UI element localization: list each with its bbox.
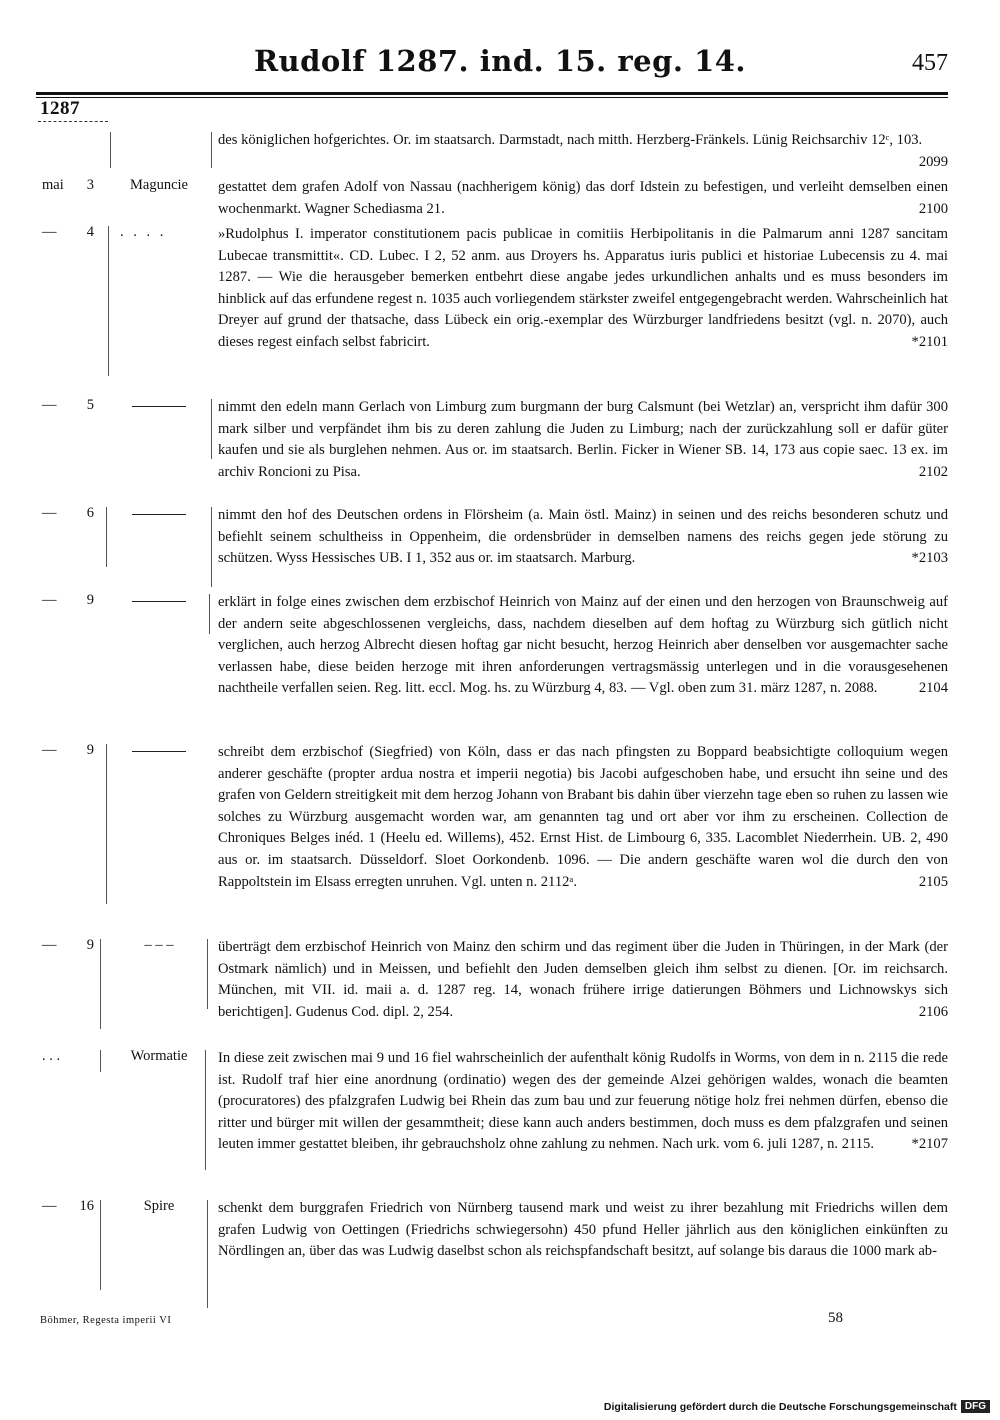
entry-month: — (42, 937, 57, 953)
entry-text (218, 742, 948, 893)
entry-text (218, 592, 948, 700)
entry-number: 2105 (918, 873, 948, 890)
entry-number: 2099 (918, 153, 948, 170)
column-rule (110, 132, 111, 168)
header-rule-thin (36, 97, 948, 98)
entry-text (218, 397, 948, 483)
entry-place-dash (132, 406, 186, 407)
entry-text (218, 130, 948, 173)
column-rule (207, 939, 208, 1009)
funding-note (604, 1400, 990, 1413)
entry-day: 9 (86, 592, 94, 608)
entry-body: nimmt den hof des Deutschen ordens in Flörsheim (a. Main östl. Mainz) in seinen und des reichs besonderen schutz und befiehlt seinem schultheiss in Oppenheim, die ordensbrüder in demselben namens des reichs gegen jede störung zu schützen. Wyss Hessisches UB. I 1, 352 aus or. im staatsarch. Marburg. (218, 507, 948, 567)
entry-month: . . . (42, 1048, 61, 1064)
entry-place-dash (132, 601, 186, 602)
entry-month: — (42, 1198, 57, 1214)
entry-body: nimmt den edeln mann Gerlach von Limburg zum burgmann der burg Calsmunt (bei Wetzlar) an, verspricht ihm dafür 300 mark silber und verpfändet ihm bis zu deren zahlung die Juden zu Limburg; nach der zurückzahlung soll er dafür güter kaufen und sie als burglehen nehmen. Aus or. im staatsarch. Berlin. Ficker in Wiener SB. 14, 173 aus copie saec. 13 ex. im archiv Roncioni zu Pisa. (218, 399, 948, 480)
entry-month: — (42, 224, 57, 240)
entry-text (218, 1198, 948, 1263)
entry-place-dots: . . . . (120, 224, 167, 240)
column-rule (100, 1200, 101, 1290)
entry-day: 3 (86, 177, 94, 193)
entry-day: 5 (86, 397, 94, 413)
funding-text: Digitalisierung gefördert durch die Deutsche Forschungsgemeinschaft (603, 1400, 957, 1413)
entry-day: 16 (79, 1198, 94, 1214)
header-rule (36, 92, 948, 95)
entry-text (218, 224, 948, 354)
column-rule (100, 939, 101, 1029)
entry-body: erklärt in folge eines zwischen dem erzbischof Heinrich von Mainz auf der einen und den herzogen von Braunschweig auf der andern seite abgeschlossenen vergleichs, dass, nachdem dieselben auf dem hoftag zu Würzburg sich gütlich nicht verglichen, auch herzog Albrecht diesen hoftag gar nicht besucht, herzog Heinrich aber denselben vor ausgemachter sache verlassen habe, diese beiden herzoge mit ihren anforderungen vertragsmässig unterlegen und in die vorausgesehenen nachtheile verfallen seien. Reg. litt. eccl. Mog. hs. zu Würzburg 4, 83. — Vgl. oben zum 31. märz 1287, n. 2088. (218, 594, 948, 697)
column-rule (205, 1050, 206, 1170)
entry-month: — (42, 592, 57, 608)
entry-number: 2100 (918, 200, 948, 217)
entry-number: 2104 (918, 680, 948, 697)
entry-body: schreibt dem erzbischof (Siegfried) von Köln, dass er das nach pfingsten zu Boppard beabsichtigte colloquium wegen anderer geschäfte (propter ardua nostra et imperii negotia) bis Jacobi aufgeschoben habe, und ersucht ihn seine und des grafen von Geldern streitigkeit mit dem herzog Johann von Brabant bis dahin über vierzehn tage eben so ruhen zu lassen wie solches zu Würzburg ausgemacht worden war, am genannten tag und ort aber vor ihm zu erscheinen. Collection de Chroniques Belges inéd. 1 (Heelu ed. Willems), 452. Ernst Hist. de Limbourg 6, 335. Lacomblet Niederrhein. UB. 2, 490 aus or. im staatsarch. Düsseldorf. Sloet Oorkondenb. 1096. — Die andern geschäfte waren wol die durch den von Rappoltstein im Elsass erregten unruhen. Vgl. unten n. 2112ᵃ. (218, 744, 948, 890)
entry-number: *2101 (911, 333, 948, 350)
column-rule (100, 1050, 101, 1072)
entry-place-dash (132, 514, 186, 515)
entry-body: schenkt dem burggrafen Friedrich von Nürnberg tausend mark und weist zu ihrer bezahlung mit Friedrichs willen dem grafen Ludwig von Oettingen (Friedrichs schwiegersohn) 450 pfund Heller jährlich aus den königlichen einkünften zu Nördlingen an, über das was Ludwig daselbst schon als reichspfandschaft besitzt, auf solange bis daraus die 1000 mark ab- (218, 1200, 948, 1260)
year-underline (38, 121, 108, 122)
year-label: 1287 (40, 98, 80, 119)
column-rule (211, 399, 212, 459)
entry-month: — (42, 505, 57, 521)
entry-text (218, 177, 948, 220)
entry-body: »Rudolphus I. imperator constitutionem pacis publicae in comitiis Herbipolitanis in die Palmarum anni 1287 sancitam Lubecae transmittit«. CD. Lubec. I 2, 52 anm. aus Droyers hs. Apparatus iuris publici et historiae Lubecensis zu 4. mai 1287. — Wie die herausgeber bemerken entbehrt diese angabe jedes urkundlichen anhalts und es muss besonders im hinblick auf das erfundene regest n. 1035 auch vorliegendem stärkster zweifel entgegengebracht werden. Wahrscheinlich hat Dreyer auf grund der thatsache, dass Lübeck ein orig.-exemplar des Würzburger landfriedens besitzt (vgl. n. 2070), auch dieses regest einfach selbst fabricirt. (218, 226, 948, 350)
column-rule (211, 507, 212, 587)
footer-sheet-number: 58 (828, 1310, 843, 1326)
page-title: Rudolf 1287. ind. 15. reg. 14. (253, 44, 747, 78)
entry-number: 2102 (918, 463, 948, 480)
entry-day: 9 (86, 742, 94, 758)
entry-place: Maguncie (130, 177, 188, 193)
page-number: 457 (912, 50, 948, 76)
column-rule (108, 226, 109, 376)
entry-text (218, 505, 948, 570)
entry-text (218, 1048, 948, 1156)
entry-body: gestattet dem grafen Adolf von Nassau (nachherigem könig) das dorf Idstein zu befestigen, und verleiht demselben einen wochenmarkt. Wagner Schediasma 21. (218, 179, 948, 217)
entry-number: 2106 (918, 1003, 948, 1020)
entry-body: überträgt dem erzbischof Heinrich von Mainz den schirm und das regiment über die Juden in Thüringen, in der Mark (der Ostmark nämlich) und in Meissen, und befiehlt den Juden demselben gleich ihm selbst zu dienen. [Or. im reichsarch. München, mit VII. id. maii a. d. 1287 reg. 14, wonach frühere irrige datierungen Böhmers und Lichnowskys sich berichtigen]. Gudenus Cod. dipl. 2, 254. (218, 939, 948, 1020)
entry-month: mai (42, 177, 64, 193)
footer-source: Böhmer, Regesta imperii VI (40, 1315, 172, 1326)
entry-month: — (42, 742, 57, 758)
entry-place: Spire (143, 1198, 175, 1214)
column-rule (209, 594, 210, 634)
column-rule (106, 507, 107, 567)
entry-month: — (42, 397, 57, 413)
entry-day: 9 (86, 937, 94, 953)
entry-number: *2103 (911, 550, 948, 567)
column-rule (211, 132, 212, 168)
dfg-logo: DFG (961, 1400, 990, 1413)
entry-text (218, 937, 948, 1023)
entry-place: Wormatie (130, 1048, 188, 1064)
entry-place-dash (132, 751, 186, 752)
entry-body: des königlichen hofgerichtes. Or. im staatsarch. Darmstadt, nach mitth. Herzberg-Fränkels. Lünig Reichsarchiv 12ᶜ, 103. (218, 132, 923, 148)
entry-body: In diese zeit zwischen mai 9 und 16 fiel wahrscheinlich der aufenthalt könig Rudolfs in Worms, von dem in n. 2115 die rede ist. Rudolf traf hier eine anordnung (ordinatio) wegen des der gemeinde Alzei gehörigen waldes, wonach die beamten (procuratores) des pfalzgrafen Ludwig bei Rhein das zum bau und zur feuerung nötige holz frei nehmen dürfen, ebenso die ritter und bürger mit willen der gesammtheit; diese kann auch anders bestimmen, doch muss es dem pfalzgrafen und seinen leuten immer gestattet bleiben, ihr gebrauchsholz ohne zahlung zu nehmen. Nach urk. vom 6. juli 1287, n. 2115. (218, 1050, 948, 1153)
entry-place: – – – (144, 937, 174, 953)
column-rule (106, 744, 107, 904)
entry-day: 4 (86, 224, 94, 240)
entry-number: *2107 (911, 1136, 948, 1153)
entry-day: 6 (86, 505, 94, 521)
column-rule (207, 1200, 208, 1308)
